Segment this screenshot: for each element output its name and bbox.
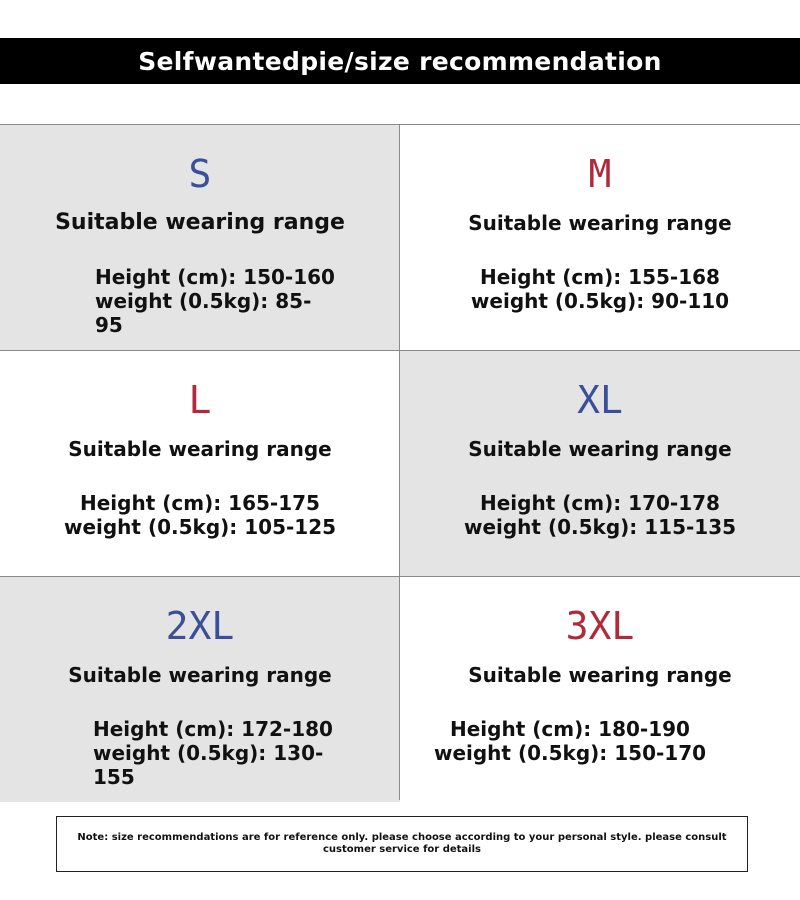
size-card-l	[0, 351, 400, 576]
range-label: Suitable wearing range	[468, 211, 732, 235]
size-detail: Height (cm): 172-180 weight (0.5kg): 130-155	[93, 717, 333, 789]
grid-divider-horizontal	[0, 576, 800, 577]
range-label: Suitable wearing range	[68, 663, 332, 687]
note-box	[56, 816, 748, 872]
size-label: 2XL	[165, 604, 235, 648]
range-label: Suitable wearing range	[468, 663, 732, 687]
size-grid	[0, 124, 800, 801]
size-card-3xl	[400, 577, 800, 802]
note-text: Note: size recommendations are for reference only. please choose according to your personal style. please consult customer service for details	[77, 832, 727, 855]
grid-divider-horizontal	[0, 350, 800, 351]
size-detail: Height (cm): 155-168 weight (0.5kg): 90-110	[470, 265, 730, 313]
size-detail: Height (cm): 170-178 weight (0.5kg): 115-135	[463, 491, 737, 539]
range-label: Suitable wearing range	[468, 437, 732, 461]
size-card-2xl	[0, 577, 400, 802]
range-label: Suitable wearing range	[68, 437, 332, 461]
range-label: Suitable wearing range	[55, 210, 345, 235]
size-card-s	[0, 125, 400, 350]
size-detail: Height (cm): 180-190 weight (0.5kg): 150-170	[433, 717, 707, 765]
size-label: 3XL	[565, 604, 635, 648]
grid-divider-vertical	[399, 125, 400, 800]
size-card-xl	[400, 351, 800, 576]
size-label: M	[588, 152, 612, 196]
page-title: Selfwantedpie/size recommendation	[0, 38, 800, 84]
size-label: S	[188, 152, 212, 196]
size-label: XL	[577, 378, 623, 422]
size-detail: Height (cm): 150-160 weight (0.5kg): 85-95	[95, 265, 335, 337]
size-card-m	[400, 125, 800, 350]
size-label: L	[188, 378, 212, 422]
size-detail: Height (cm): 165-175 weight (0.5kg): 105-125	[63, 491, 337, 539]
